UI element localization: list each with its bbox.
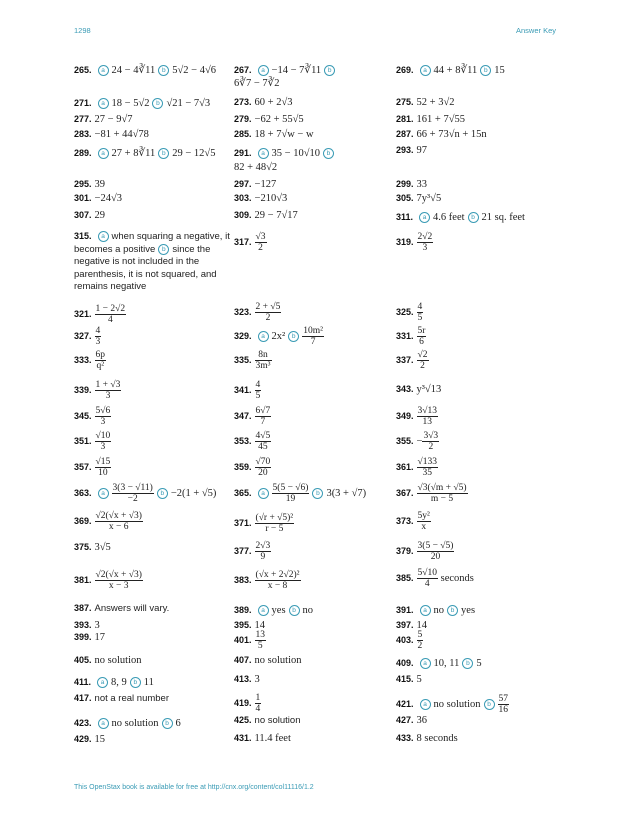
answer-303: 303. −210√3 — [234, 193, 288, 204]
footer-text: This OpenStax book is available for free at http://cnx.org/content/col11116/1.2 — [74, 784, 314, 791]
answer-323: 323. $\frac{2 + √5}{2}$ — [234, 302, 281, 323]
answer-399: 399. 17 — [74, 632, 106, 643]
answer-309: 309. 29 − 7√17 — [234, 210, 298, 221]
answer-335: 335. $\frac{8n}{\text{3m³}}$ — [234, 350, 271, 371]
answer-429: 429. 15 — [74, 734, 106, 745]
answer-417: 417. not a real number — [74, 693, 169, 704]
section-title: Answer Key — [516, 26, 557, 35]
answer-315: 315. a when squaring a negative, it becomes a positive b since the negative is not included in the parenthesis, it is not squared, and remains negative — [74, 231, 230, 292]
part-b-badge: b — [158, 148, 169, 159]
part-b-badge: b — [162, 718, 173, 729]
answer-333: 333. $\frac{6p}{\text{q²}}$ — [74, 350, 106, 371]
answer-419: 419. $\frac{1}{4}$ — [234, 693, 261, 714]
answer-373: 373. $\frac{\text{5y²}}{x}$ — [396, 511, 430, 532]
answer-337: 337. $\frac{√2}{2}$ — [396, 350, 428, 371]
answer-407: 407. no solution — [234, 655, 302, 666]
answer-331: 331. $\frac{5r}{6}$ — [396, 326, 426, 347]
answer-311: 311. a 4.6 feet b 21 sq. feet — [396, 212, 525, 223]
answer-391: 391. a no b yes — [396, 605, 476, 616]
answer-427: 427. 36 — [396, 715, 428, 726]
answer-339: 339. $\frac{1 + √3}{3}$ — [74, 380, 121, 401]
answer-423: 423. a no solution b 6 — [74, 718, 181, 729]
answer-433: 433. 8 seconds — [396, 733, 458, 744]
answer-367: 367. $\frac{√3(√m + √5)}{m - 5}$ — [396, 483, 467, 504]
part-b-badge: b — [480, 65, 491, 76]
answer-375: 375. 3√5 — [74, 542, 111, 553]
part-a-badge: a — [98, 718, 109, 729]
answer-301: 301. −24√3 — [74, 193, 122, 204]
answer-283: 283. −81 + 44√78 — [74, 129, 149, 140]
part-b-badge: b — [288, 331, 299, 342]
answer-397: 397. 14 — [396, 620, 428, 631]
part-b-badge: b — [324, 65, 335, 76]
answer-269: 269. a 44 + 8∛11 b 15 — [396, 65, 505, 76]
answer-359: 359. $\frac{√70}{20}$ — [234, 457, 271, 478]
answer-287: 287. 66 + 73√n + 15n — [396, 129, 487, 140]
answer-299: 299. 33 — [396, 179, 428, 190]
answer-369: 369. $\frac{√2(√x + √3)}{x - 6}$ — [74, 511, 142, 532]
answer-385: 385. $\frac{5√10}{4}$ seconds — [396, 568, 474, 589]
answer-425: 425. no solution — [234, 715, 301, 726]
part-b-badge: b — [468, 212, 479, 223]
part-a-badge: a — [258, 488, 269, 499]
answer-325: 325. $\frac{4}{5}$ — [396, 302, 423, 323]
answer-401: 401. $\frac{13}{5}$ — [234, 630, 266, 651]
answer-341: 341. $\frac{4}{5}$ — [234, 380, 261, 401]
answer-317: 317. $\frac{√3}{2}$ — [234, 232, 266, 253]
part-a-badge: a — [258, 605, 269, 616]
answer-379: 379. $\frac{3(5 - √5)}{20}$ — [396, 541, 454, 562]
answer-405: 405. no solution — [74, 655, 142, 666]
part-b-badge: b — [130, 677, 141, 688]
part-b-badge: b — [484, 699, 495, 710]
answer-343: 343. y³√13 — [396, 384, 442, 395]
answer-285: 285. 18 + 7√w − w — [234, 129, 314, 140]
answer-351: 351. $\frac{√10}{3}$ — [74, 431, 111, 452]
answer-363: 363. a $\frac{3(3 - √11)}{-2}$ b −2(1 + √5) — [74, 483, 217, 504]
part-a-badge: a — [98, 231, 109, 242]
part-a-badge: a — [420, 605, 431, 616]
answer-371: 371. $\frac{\text{(√r + √5)²}}{r - 5}$ — [234, 513, 294, 534]
answer-383: 383. $\frac{\text{(√x + 2√2)²}}{x - 8}$ — [234, 570, 300, 591]
answer-279: 279. −62 + 55√5 — [234, 114, 304, 125]
part-b-badge: b — [158, 244, 169, 255]
answer-381: 381. $\frac{√2(√x + √3)}{x - 3}$ — [74, 570, 142, 591]
answer-431: 431. 11.4 feet — [234, 733, 291, 744]
answer-273: 273. 60 + 2√3 — [234, 97, 293, 108]
answer-295: 295. 39 — [74, 179, 106, 190]
answer-307: 307. 29 — [74, 210, 106, 221]
answer-275: 275. 52 + 3√2 — [396, 97, 455, 108]
answer-413: 413. 3 — [234, 674, 260, 685]
part-b-badge: b — [289, 605, 300, 616]
answer-409: 409. a 10, 11 b 5 — [396, 658, 482, 669]
answer-321: 321. $\frac{1 - 2√2}{4}$ — [74, 304, 126, 325]
answer-361: 361. $\frac{√133}{35}$ — [396, 457, 437, 478]
part-a-badge: a — [420, 699, 431, 710]
part-a-badge: a — [420, 65, 431, 76]
page-number: 1298 — [74, 26, 91, 35]
answer-319: 319. $\frac{2√2}{3}$ — [396, 232, 433, 253]
part-a-badge: a — [420, 658, 431, 669]
answer-267-b: 6∛7 − 7∛2 — [234, 78, 280, 89]
part-a-badge: a — [98, 488, 109, 499]
part-b-badge: b — [323, 148, 334, 159]
answer-329: 329. a 2x² b $\frac{\text{10m²}}{7}$ — [234, 326, 323, 347]
answer-415: 415. 5 — [396, 674, 422, 685]
answer-267: 267. a −14 − 7∛11 b — [234, 64, 338, 77]
answer-291-b: 82 + 48√2 — [234, 162, 278, 173]
answer-281: 281. 161 + 7√55 — [396, 114, 465, 125]
answer-265: 265. a 24 − 4∛11 b 5√2 − 4√6 — [74, 65, 216, 76]
part-b-badge: b — [158, 65, 169, 76]
answer-305: 305. 7y³√5 — [396, 193, 442, 204]
answer-345: 345. $\frac{5√6}{3}$ — [74, 406, 111, 427]
part-a-badge: a — [98, 148, 109, 159]
answer-327: 327. $\frac{4}{3}$ — [74, 326, 101, 347]
answer-349: 349. $\frac{3√13}{13}$ — [396, 406, 437, 427]
answer-421: 421. a no solution b $\frac{57}{16}$ — [396, 694, 508, 715]
answer-393: 393. 3 — [74, 620, 100, 631]
part-b-badge: b — [312, 488, 323, 499]
part-a-badge: a — [97, 677, 108, 688]
answer-293: 293. 97 — [396, 145, 428, 156]
answer-271: 271. a 18 − 5√2 b √21 − 7√3 — [74, 98, 211, 109]
answer-365: 365. a $\frac{5(5 - √6)}{19}$ b 3(3 + √7) — [234, 483, 367, 504]
answer-347: 347. $\frac{6√7}{7}$ — [234, 406, 271, 427]
answer-377: 377. $\frac{2√3}{9}$ — [234, 541, 271, 562]
answer-357: 357. $\frac{√15}{10}$ — [74, 457, 111, 478]
answer-403: 403. $\frac{5}{2}$ — [396, 630, 423, 651]
part-b-badge: b — [462, 658, 473, 669]
part-b-badge: b — [152, 98, 163, 109]
answer-355: 355. − $\frac{3√3}{2}$ — [396, 431, 439, 452]
answer-353: 353. $\frac{4√5}{45}$ — [234, 431, 271, 452]
answer-387: 387. Answers will vary. — [74, 603, 170, 614]
answer-411: 411. a 8, 9 b 11 — [74, 677, 154, 688]
part-a-badge: a — [258, 65, 269, 76]
answer-297: 297. −127 — [234, 179, 277, 190]
part-b-badge: b — [157, 488, 168, 499]
answer-289: 289. a 27 + 8∛11 b 29 − 12√5 — [74, 148, 216, 159]
part-a-badge: a — [98, 98, 109, 109]
part-a-badge: a — [258, 331, 269, 342]
part-b-badge: b — [447, 605, 458, 616]
answer-291: 291. a 35 − 10√10 b — [234, 147, 337, 160]
part-a-badge: a — [258, 148, 269, 159]
answer-395: 395. 14 — [234, 620, 266, 631]
answer-277: 277. 27 − 9√7 — [74, 114, 133, 125]
part-a-badge: a — [419, 212, 430, 223]
answer-389: 389. a yes b no — [234, 605, 314, 616]
part-a-badge: a — [98, 65, 109, 76]
